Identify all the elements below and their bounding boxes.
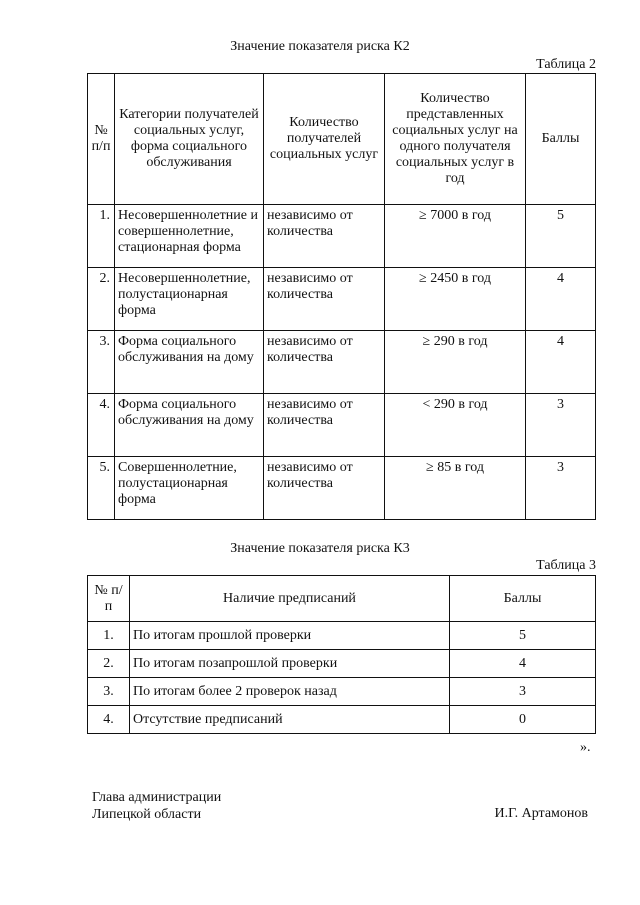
row-services: ≥ 290 в год	[385, 331, 526, 394]
row-score: 3	[450, 678, 596, 706]
row-category: Форма социального обслуживания на дому	[115, 331, 264, 394]
row-services: ≥ 7000 в год	[385, 205, 526, 268]
row-services: < 290 в год	[385, 394, 526, 457]
risk-k3-table	[87, 575, 596, 734]
table-row	[88, 331, 596, 394]
header-number: № п/п	[88, 576, 130, 622]
row-services: ≥ 85 в год	[385, 457, 526, 520]
row-score: 0	[450, 706, 596, 734]
row-score: 5	[526, 205, 596, 268]
row-number: 3.	[88, 678, 130, 706]
row-category: Несовершеннолетние и совершеннолетние, стационарная форма	[115, 205, 264, 268]
table-row	[88, 678, 596, 706]
row-score: 5	[450, 622, 596, 650]
row-number: 4.	[88, 706, 130, 734]
table-row	[88, 205, 596, 268]
table-row	[88, 650, 596, 678]
row-score: 4	[526, 268, 596, 331]
row-category: Несовершеннолетние, полустационарная форма	[115, 268, 264, 331]
row-item: Отсутствие предписаний	[130, 706, 450, 734]
signature-name: И.Г. Артамонов	[494, 806, 588, 821]
row-quantity: независимо от количества	[264, 394, 385, 457]
row-number: 1.	[88, 205, 115, 268]
row-services: ≥ 2450 в год	[385, 268, 526, 331]
row-score: 3	[526, 457, 596, 520]
header-number: № п/п	[88, 74, 115, 205]
row-item: По итогам более 2 проверок назад	[130, 678, 450, 706]
row-number: 1.	[88, 622, 130, 650]
table2-title: Значение показателя риска К2	[230, 39, 410, 54]
row-number: 3.	[88, 331, 115, 394]
row-score: 3	[526, 394, 596, 457]
signature-position-line1: Глава администрации	[92, 790, 222, 805]
row-score: 4	[450, 650, 596, 678]
table-row	[88, 622, 596, 650]
signature-position-line2: Липецкой области	[92, 807, 202, 822]
closing-quote: ».	[580, 740, 591, 755]
header-prescriptions: Наличие предписаний	[130, 576, 450, 622]
table2-label: Таблица 2	[536, 57, 596, 72]
row-number: 2.	[88, 268, 115, 331]
row-score: 4	[526, 331, 596, 394]
row-category: Совершеннолетние, полустационарная форма	[115, 457, 264, 520]
risk-k2-table	[87, 73, 596, 520]
row-item: По итогам прошлой проверки	[130, 622, 450, 650]
header-score: Баллы	[526, 74, 596, 205]
table3-label: Таблица 3	[536, 558, 596, 573]
header-category: Категории получателей социальных услуг, форма социального обслуживания	[115, 74, 264, 205]
signature-position	[92, 789, 221, 823]
header-recipients: Количество получателей социальных услуг	[264, 74, 385, 205]
header-services: Количество представленных социальных услуг на одного получателя социальных услуг в год	[385, 74, 526, 205]
row-category: Форма социального обслуживания на дому	[115, 394, 264, 457]
table-row	[88, 394, 596, 457]
table-header-row	[88, 74, 596, 205]
table-row	[88, 268, 596, 331]
row-quantity: независимо от количества	[264, 331, 385, 394]
header-score: Баллы	[450, 576, 596, 622]
row-quantity: независимо от количества	[264, 205, 385, 268]
row-number: 4.	[88, 394, 115, 457]
table3-title: Значение показателя риска К3	[230, 541, 410, 556]
row-number: 2.	[88, 650, 130, 678]
table-row	[88, 706, 596, 734]
row-item: По итогам позапрошлой проверки	[130, 650, 450, 678]
row-number: 5.	[88, 457, 115, 520]
row-quantity: независимо от количества	[264, 268, 385, 331]
table-header-row	[88, 576, 596, 622]
table-row	[88, 457, 596, 520]
row-quantity: независимо от количества	[264, 457, 385, 520]
